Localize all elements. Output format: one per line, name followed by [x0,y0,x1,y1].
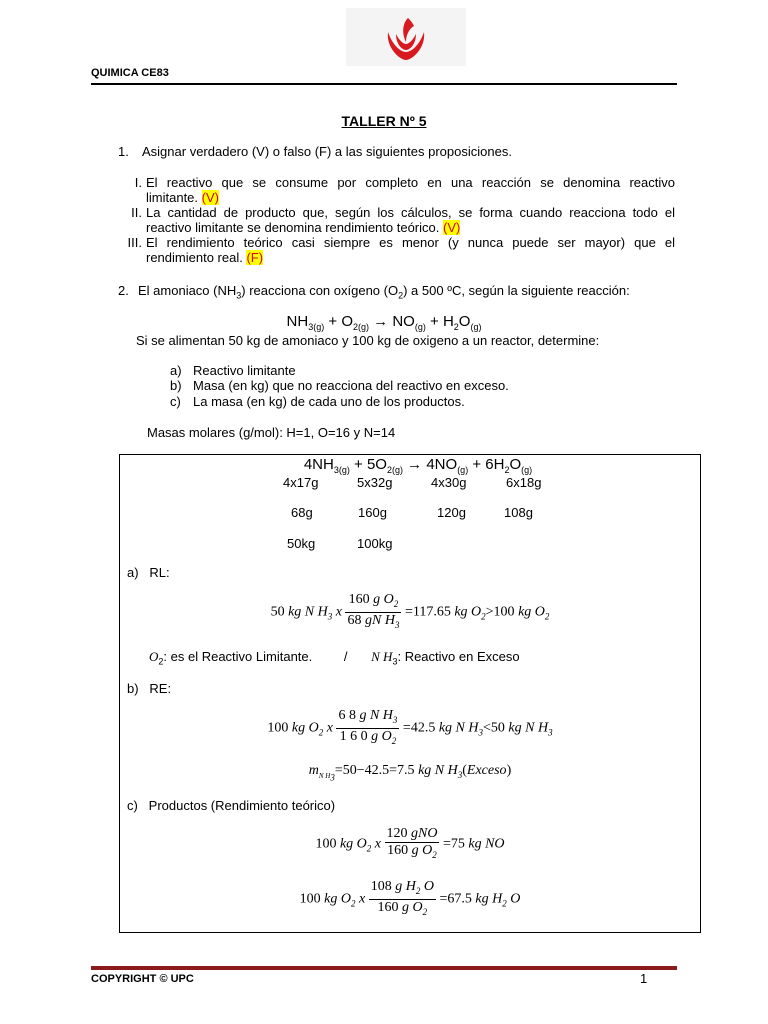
list-item-line: El reactivo que se consume por completo en una reacción se denomina reactivo [146,175,675,190]
q2-text-part: El amoniaco (NH [138,283,237,298]
stoich-cell: 50kg [287,536,316,551]
stoich-cell: 100kg [357,536,393,551]
equation-rl: 50 kg N $H_3$ x $\frac{160 g O_2}{68 gN H_3}$ =117.65 kg $O_2>100$ kg $O_2$ [270,592,550,630]
question-1-number: 1. [118,144,129,159]
rl-result: $O_2$: es el Reactivo Limitante. / N $H_3$: Reactivo en Exceso [149,649,520,667]
stoich-cell: 68g [291,505,313,520]
list-item-line: El rendimiento teórico casi siempre es menor (y nunca puede ser mayor) que el [146,235,675,250]
equation-excess: $m_{N H_3}=50-42.5=7.5$ kg N $H_3(Exceso)$ [308,763,512,783]
equation-no: 100 kg $O_2$ x $\frac{\text{120 gNO}}{160 g O_2}$ =75 kg NO [315,826,505,860]
list-item-number: III. [127,235,142,250]
q2-item-text: Reactivo limitante [193,363,296,378]
q2-item-letter: a) [170,363,182,378]
list-item-text [146,235,675,265]
list-item-number: II. [131,205,142,220]
feed-text: Si se alimentan 50 kg de amoniaco y 100 kg de oxigeno a un reactor, determine: [136,333,600,348]
question-2-number: 2. [118,283,129,298]
list-item-text [146,175,675,205]
molar-masses: Masas molares (g/mol): H=1, O=16 y N=14 [147,425,396,440]
upc-logo-icon [346,8,466,66]
stoich-cell: 160g [358,505,387,520]
section-a-label: a) RL: [127,565,170,580]
upc-logo [346,8,466,66]
q2-item-text: Masa (en kg) que no reacciona del reactivo en exceso. [193,378,509,393]
list-item-line-2: rendimiento real. [146,250,243,265]
separator: / [343,649,348,664]
list-item-line-2: limitante. [146,190,199,205]
list-item-line [146,250,675,265]
list-item-line: La cantidad de producto que, según los cálculos, se forma cuando reacciona todo el [146,205,675,220]
reaction-equation: $NH_{3(g)} + O_{2(g)} \to NO_{(g)} + H_2O_{(g)}$ [286,313,482,332]
q2-item-text: La masa (en kg) de cada uno de los productos. [193,394,465,409]
answer-badge: (V) [201,190,219,205]
question-2-text: El amoniaco $(NH_3)$ reacciona con oxígeno $(O_2)$ a 500 ºC, según la siguiente reacción: [138,283,630,301]
section-b-label: b) RE: [127,681,172,696]
stoich-cell: 6x18g [506,475,542,490]
footer-copyright: COPYRIGHT © UPC [91,973,194,985]
section-c-label: c) Productos (Rendimiento teórico) [127,798,336,813]
q2-item-letter: b) [170,378,182,393]
header-rule [91,83,677,85]
q2-text-part: ) a 500 ºC, según la siguiente reacción: [403,283,630,298]
answer-badge: (F) [246,250,264,265]
list-item-number: I. [134,175,142,190]
list-item-text [146,205,675,235]
q2-item-letter: c) [170,394,181,409]
page-number: 1 [640,971,648,986]
q2-text-part: ) reacciona con oxígeno (O [241,283,399,298]
list-item-line [146,220,675,235]
re-text: : Reactivo en Exceso [397,649,520,664]
stoich-cell: 4x17g [283,475,319,490]
rl-text: : es el Reactivo Limitante. [163,649,313,664]
equation-re: 100 kg $O_2$ x $\frac{6 8 g N H_3}{1 6 0 g O_2}$ =42.5 kg N $H_3<50$ kg N $H_3$ [267,708,553,746]
page-title: TALLER Nº 5 [341,113,427,129]
course-header: QUIMICA CE83 [91,67,169,79]
stoich-cell: 120g [437,505,466,520]
list-item-line [146,190,675,205]
equation-h2o: 100 kg $O_2$ x $\frac{108 g H_2 O}{160 g O_2}$ =67.5 kg $H_2$ O [299,879,521,917]
balanced-equation: $4NH_{3(g)} + 5O_{2(g)} \to 4NO_{(g)} + 6H_2O_{(g)}$ [303,456,533,475]
answer-badge: (V) [443,220,461,235]
footer-rule [91,966,677,970]
question-1-text: Asignar verdadero (V) o falso (F) a las siguientes proposiciones. [142,144,512,159]
list-item-line-2: reactivo limitante se denomina rendimiento teórico. [146,220,440,235]
stoich-cell: 108g [504,505,533,520]
stoich-cell: 4x30g [431,475,467,490]
stoich-cell: 5x32g [357,475,393,490]
